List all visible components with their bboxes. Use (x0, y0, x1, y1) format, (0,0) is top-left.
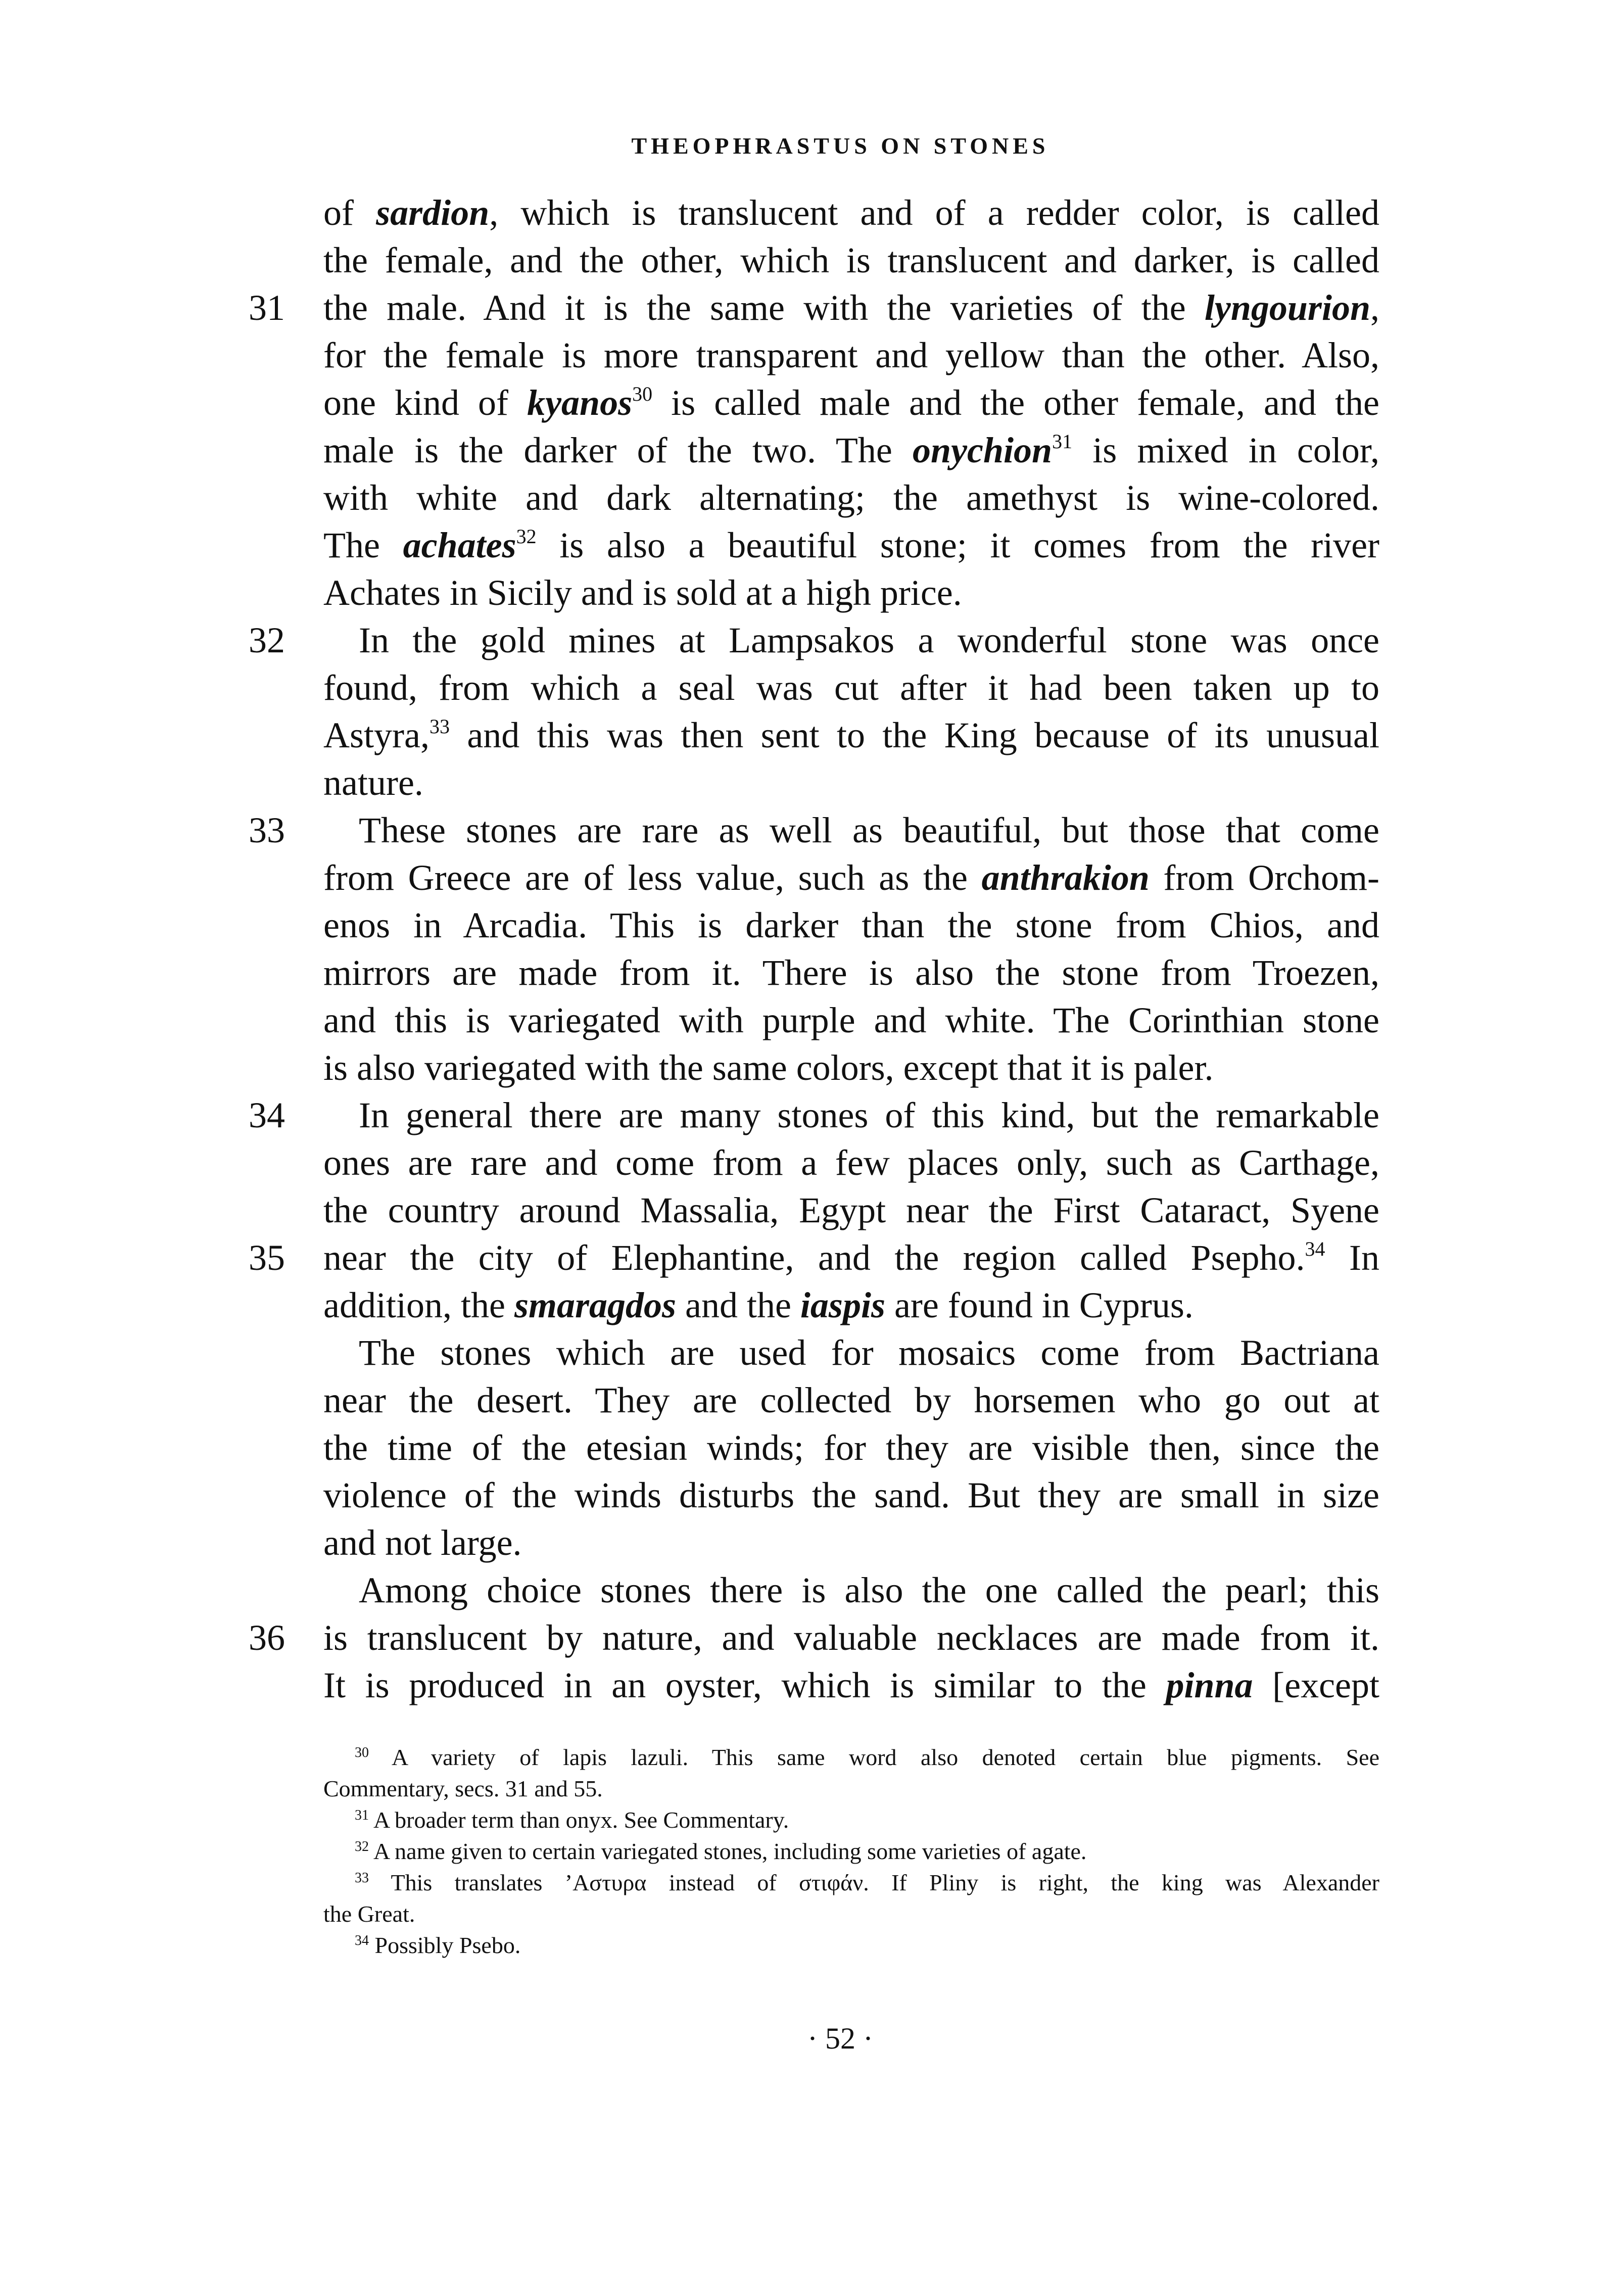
text-line: ones are rare and come from a few places only, such as Carthage, (323, 1143, 1379, 1183)
text-line: The stones which are used for mosaics come from Bactriana (359, 1333, 1379, 1373)
text-line: the female, and the other, which is translucent and darker, is called (323, 240, 1379, 280)
text-line: one kind of kyanos$^{30}$ is called male and the other female, and the (323, 383, 1380, 423)
footnote-30-cont: Commentary, secs. 31 and 55. (323, 1776, 603, 1801)
footnote-ref: 32 (516, 525, 537, 548)
text-line: near the city of Elephantine, and the region called Psepho.$^{34}$ In (323, 1238, 1379, 1278)
text-line: These stones are rare as well as beautiful, but those that come (359, 810, 1379, 850)
footnote-ref: 31 (1052, 430, 1073, 453)
footnote-ref: 30 (632, 383, 653, 405)
text-line: near the desert. They are collected by horsemen who go out at (323, 1380, 1379, 1420)
text-line: the male. And it is the same with the varieties of the lyngourion, (323, 288, 1379, 328)
text-line: from Greece are of less value, such as the anthrakion from Orchom- (323, 858, 1379, 898)
text-line: of sardion, which is translucent and of a redder color, is called (323, 193, 1379, 233)
text-line: and not large. (323, 1523, 522, 1563)
text-line: male is the darker of the two. The onychion$^{31}$ is mixed in color, (323, 430, 1379, 470)
text-line: for the female is more transparent and yellow than the other. Also, (323, 335, 1379, 375)
footnote-31: $^{31}$ A broader term than onyx. See Commentary. (355, 1807, 789, 1833)
footnote-33-cont: the Great. (323, 1901, 415, 1927)
text-line: In the gold mines at Lampsakos a wonderful stone was once (359, 620, 1379, 660)
page-number: · 52 · (807, 2022, 873, 2055)
text-line: with white and dark alternating; the amethyst is wine-colored. (323, 478, 1379, 518)
section-number-36: 36 (249, 1618, 285, 1658)
section-number-32: 32 (249, 620, 285, 660)
text-line: addition, the smaragdos and the iaspis are found in Cyprus. (323, 1285, 1193, 1325)
section-number-35: 35 (249, 1238, 285, 1278)
text-line: In general there are many stones of this kind, but the remarkable (359, 1095, 1379, 1135)
footnote-ref: 34 (1305, 1238, 1325, 1260)
text-line: It is produced in an oyster, which is similar to the pinna [except (323, 1665, 1379, 1705)
text-line: and this is variegated with purple and white. The Corinthian stone (323, 1000, 1379, 1040)
footnote-32: $^{32}$ A name given to certain variegated stones, including some varieties of agate. (355, 1838, 1087, 1864)
section-number-31: 31 (249, 288, 285, 328)
running-header: THEOPHRASTUS ON STONES (631, 133, 1049, 159)
footnote-34: $^{34}$ Possibly Psebo. (355, 1932, 521, 1958)
text-line: Astyra,$^{33}$ and this was then sent to the King because of its unusual (323, 715, 1379, 755)
text-line: Achates in Sicily and is sold at a high price. (323, 573, 962, 613)
footnote-30: $^{30}$ A variety of lapis lazuli. This same word also denoted certain blue pigments. See (355, 1744, 1379, 1770)
footnote-33: $^{33}$ This translates ’Αστυρα instead of στιφάν. If Pliny is right, the king was Alexander (355, 1870, 1379, 1895)
footnote-ref: 33 (429, 715, 450, 738)
section-number-33: 33 (249, 810, 285, 850)
text-line: The achates$^{32}$ is also a beautiful stone; it comes from the river (323, 525, 1380, 565)
text-line: violence of the winds disturbs the sand. But they are small in size (323, 1475, 1379, 1515)
section-number-34: 34 (249, 1095, 285, 1135)
text-line: the country around Massalia, Egypt near the First Cataract, Syene (323, 1190, 1379, 1230)
text-line: nature. (323, 763, 423, 803)
text-line: the time of the etesian winds; for they are visible then, since the (323, 1428, 1379, 1468)
text-line: mirrors are made from it. There is also the stone from Troezen, (323, 953, 1379, 993)
text-line: is translucent by nature, and valuable necklaces are made from it. (323, 1618, 1379, 1658)
text-line: enos in Arcadia. This is darker than the stone from Chios, and (323, 905, 1379, 945)
text-line: Among choice stones there is also the one called the pearl; this (359, 1570, 1379, 1610)
text-line: found, from which a seal was cut after it had been taken up to (323, 668, 1379, 708)
text-line: is also variegated with the same colors, except that it is paler. (323, 1048, 1214, 1088)
